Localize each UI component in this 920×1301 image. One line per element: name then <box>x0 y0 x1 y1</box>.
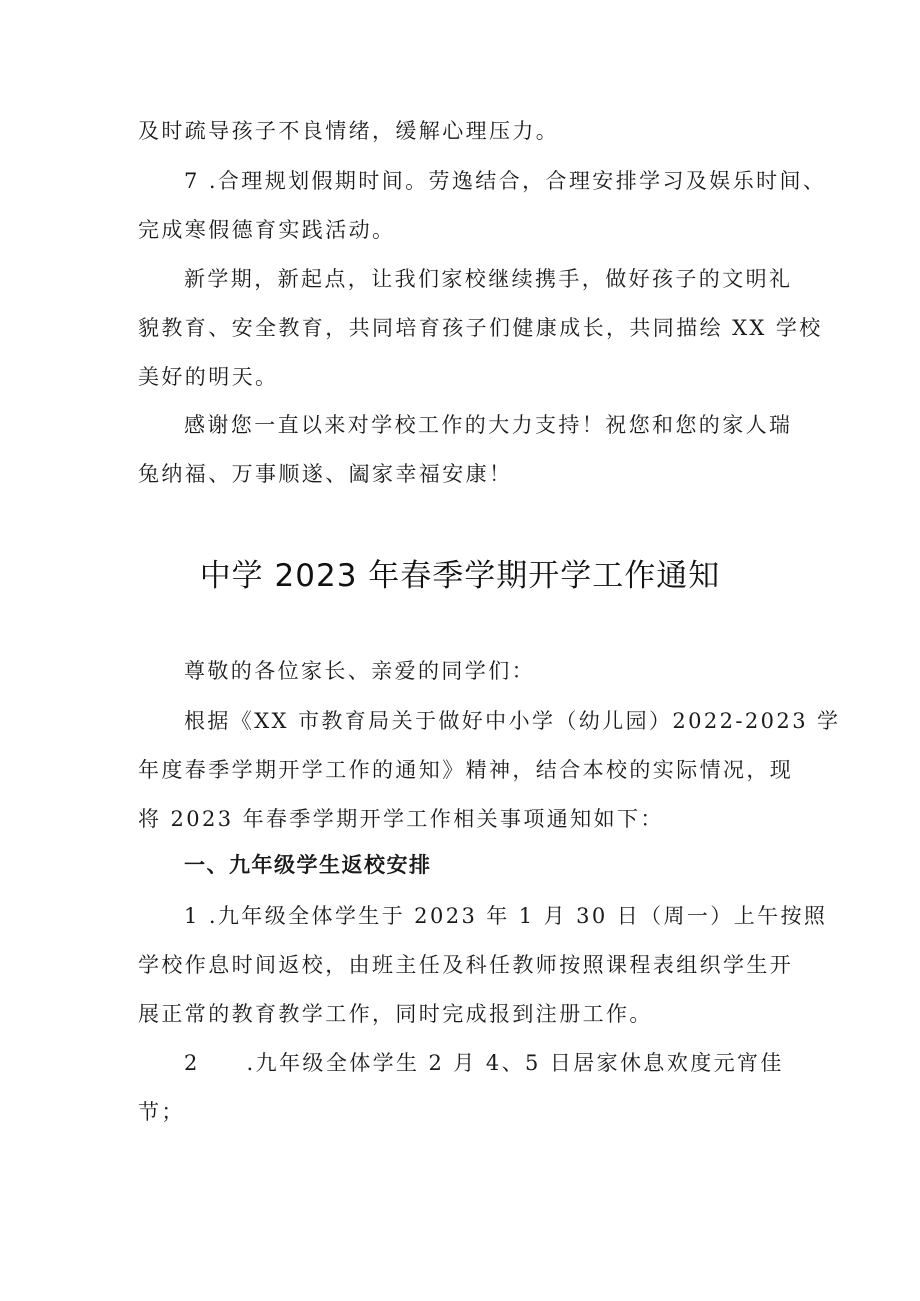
paragraph-line: 根据《XX 市教育局关于做好中小学（幼儿园）2022-2023 学 <box>184 709 841 733</box>
salutation: 尊敬的各位家长、亲爱的同学们： <box>184 659 535 683</box>
paragraph-line: 学校作息时间返校，由班主任及科任教师按照课程表组织学生开 <box>138 953 794 977</box>
paragraph-line: 展正常的教育教学工作，同时完成报到注册工作。 <box>138 1002 653 1026</box>
paragraph-line: 美好的明天。 <box>138 365 279 389</box>
paragraph-line: 感谢您一直以来对学校工作的大力支持！祝您和您的家人瑞 <box>184 413 793 437</box>
paragraph-line: 新学期，新起点，让我们家校继续携手，做好孩子的文明礼 <box>184 267 793 291</box>
paragraph-line: 完成寒假德育实践活动。 <box>138 218 396 242</box>
list-item-1: 1 .九年级全体学生于 2023 年 1 月 30 日（周一）上午按照 <box>184 904 828 928</box>
list-item-7: 7 .合理规划假期时间。劳逸结合，合理安排学习及娱乐时间、 <box>184 169 827 193</box>
paragraph-line: 兔纳福、万事顺遂、阖家幸福安康！ <box>138 462 513 486</box>
list-item-2: 2 .九年级全体学生 2 月 4、5 日居家休息欢度元宵佳 <box>184 1051 784 1075</box>
paragraph-line: 貌教育、安全教育，共同培育孩子们健康成长，共同描绘 XX 学校 <box>138 316 823 340</box>
paragraph-line: 及时疏导孩子不良情绪，缓解心理压力。 <box>138 119 560 143</box>
page-title: 中学 2023 年春季学期开学工作通知 <box>199 558 721 594</box>
paragraph-line: 将 2023 年春季学期开学工作相关事项通知如下： <box>138 807 664 831</box>
paragraph-line: 节； <box>138 1100 185 1124</box>
section-heading: 一、九年级学生返校安排 <box>184 853 432 877</box>
paragraph-line: 年度春季学期开学工作的通知》精神，结合本校的实际情况，现 <box>138 758 794 782</box>
